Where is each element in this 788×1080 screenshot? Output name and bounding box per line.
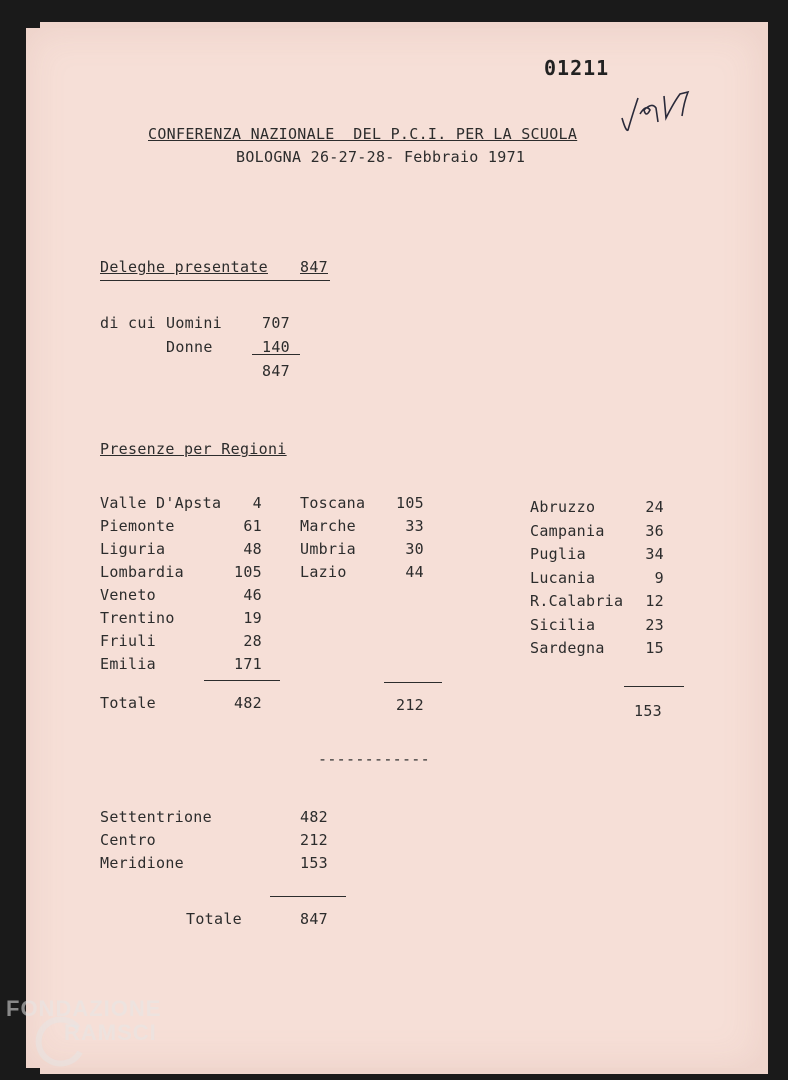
center-region-name: Lazio [300, 563, 347, 581]
total-north: 482 [234, 694, 262, 712]
document-number: 01211 [544, 56, 610, 80]
deleghe-total: 847 [300, 258, 328, 276]
total-center: 212 [396, 696, 424, 714]
north-region-name: Trentino [100, 609, 175, 627]
center-region-name: Umbria [300, 540, 356, 558]
north-region-name: Liguria [100, 540, 166, 558]
north-region-name: Lombardia [100, 563, 184, 581]
summary-row-value: 482 [300, 808, 328, 826]
center-region-name: Toscana [300, 494, 366, 512]
header-title: CONFERENZA NAZIONALE DEL P.C.I. PER LA SCUOLA [148, 125, 578, 143]
total-rule-north [204, 680, 280, 681]
separator-dashes: ------------ [318, 750, 430, 768]
summary-row-value: 153 [300, 854, 328, 872]
north-region-value: 171 [234, 655, 262, 673]
fondazione-gramsci-watermark [4, 992, 204, 1072]
south-region-name: Campania [530, 521, 605, 540]
summary-totale-label: Totale [186, 910, 242, 928]
north-region-value: 28 [243, 632, 262, 650]
presenze-title: Presenze per Regioni [100, 440, 287, 458]
header-subtitle: BOLOGNA 26-27-28- Febbraio 1971 [236, 148, 526, 166]
uomini-label: Uomini [166, 314, 222, 332]
handwritten-signature [616, 88, 706, 138]
north-region-name: Veneto [100, 586, 156, 604]
north-region-name: Piemonte [100, 517, 175, 535]
watermark-line1: FONDAZIONE [6, 996, 162, 1021]
summary-row-name: Settentrione [100, 808, 212, 826]
south-region-name: Sicilia [530, 615, 596, 634]
north-region-value: 61 [243, 517, 262, 535]
south-region-name: Abruzzo [530, 498, 596, 516]
center-region-value: 30 [405, 540, 424, 558]
south-region-name: Lucania [530, 568, 596, 587]
summary-total-rule [270, 896, 346, 897]
south-region-value: 15 [645, 639, 664, 657]
north-region-value: 46 [243, 586, 262, 604]
south-region-name: R.Calabria [530, 592, 624, 610]
summary-total: 847 [300, 910, 328, 928]
totale-label: Totale [100, 694, 156, 712]
uomini-value: 707 [262, 314, 290, 332]
south-region-value: 9 [654, 568, 664, 587]
center-region-name: Marche [300, 517, 356, 535]
center-region-value: 105 [396, 494, 424, 512]
north-region-name: Valle D'Apsta [100, 494, 222, 512]
donne-label: Donne [166, 338, 213, 356]
center-region-value: 33 [405, 517, 424, 535]
north-region-value: 19 [243, 609, 262, 627]
south-region-name: Sardegna [530, 639, 605, 657]
deleghe-sum-rule [252, 354, 300, 355]
di-cui-label: di cui [100, 314, 156, 332]
deleghe-sum: 847 [262, 362, 290, 380]
south-region-value: 34 [645, 545, 664, 563]
south-region-value: 24 [645, 498, 664, 516]
total-rule-south [624, 686, 684, 687]
north-region-value: 48 [243, 540, 262, 558]
north-region-value: 4 [252, 494, 262, 512]
total-rule-center [384, 682, 442, 683]
south-region-value: 12 [645, 592, 664, 610]
north-region-name: Emilia [100, 655, 156, 673]
center-region-value: 44 [405, 563, 424, 581]
summary-row-value: 212 [300, 831, 328, 849]
donne-value: 140 [262, 338, 290, 356]
south-region-name: Puglia [530, 545, 586, 563]
north-region-name: Friuli [100, 632, 156, 650]
summary-row-name: Centro [100, 831, 156, 849]
total-south: 153 [634, 702, 662, 720]
south-region-value: 23 [645, 615, 664, 634]
south-region-value: 36 [645, 521, 664, 540]
deleghe-double-rule [100, 280, 330, 281]
deleghe-label: Deleghe presentate [100, 258, 268, 276]
watermark-line2: RAMSCI [64, 1020, 157, 1045]
summary-row-name: Meridione [100, 854, 184, 872]
north-region-value: 105 [234, 563, 262, 581]
